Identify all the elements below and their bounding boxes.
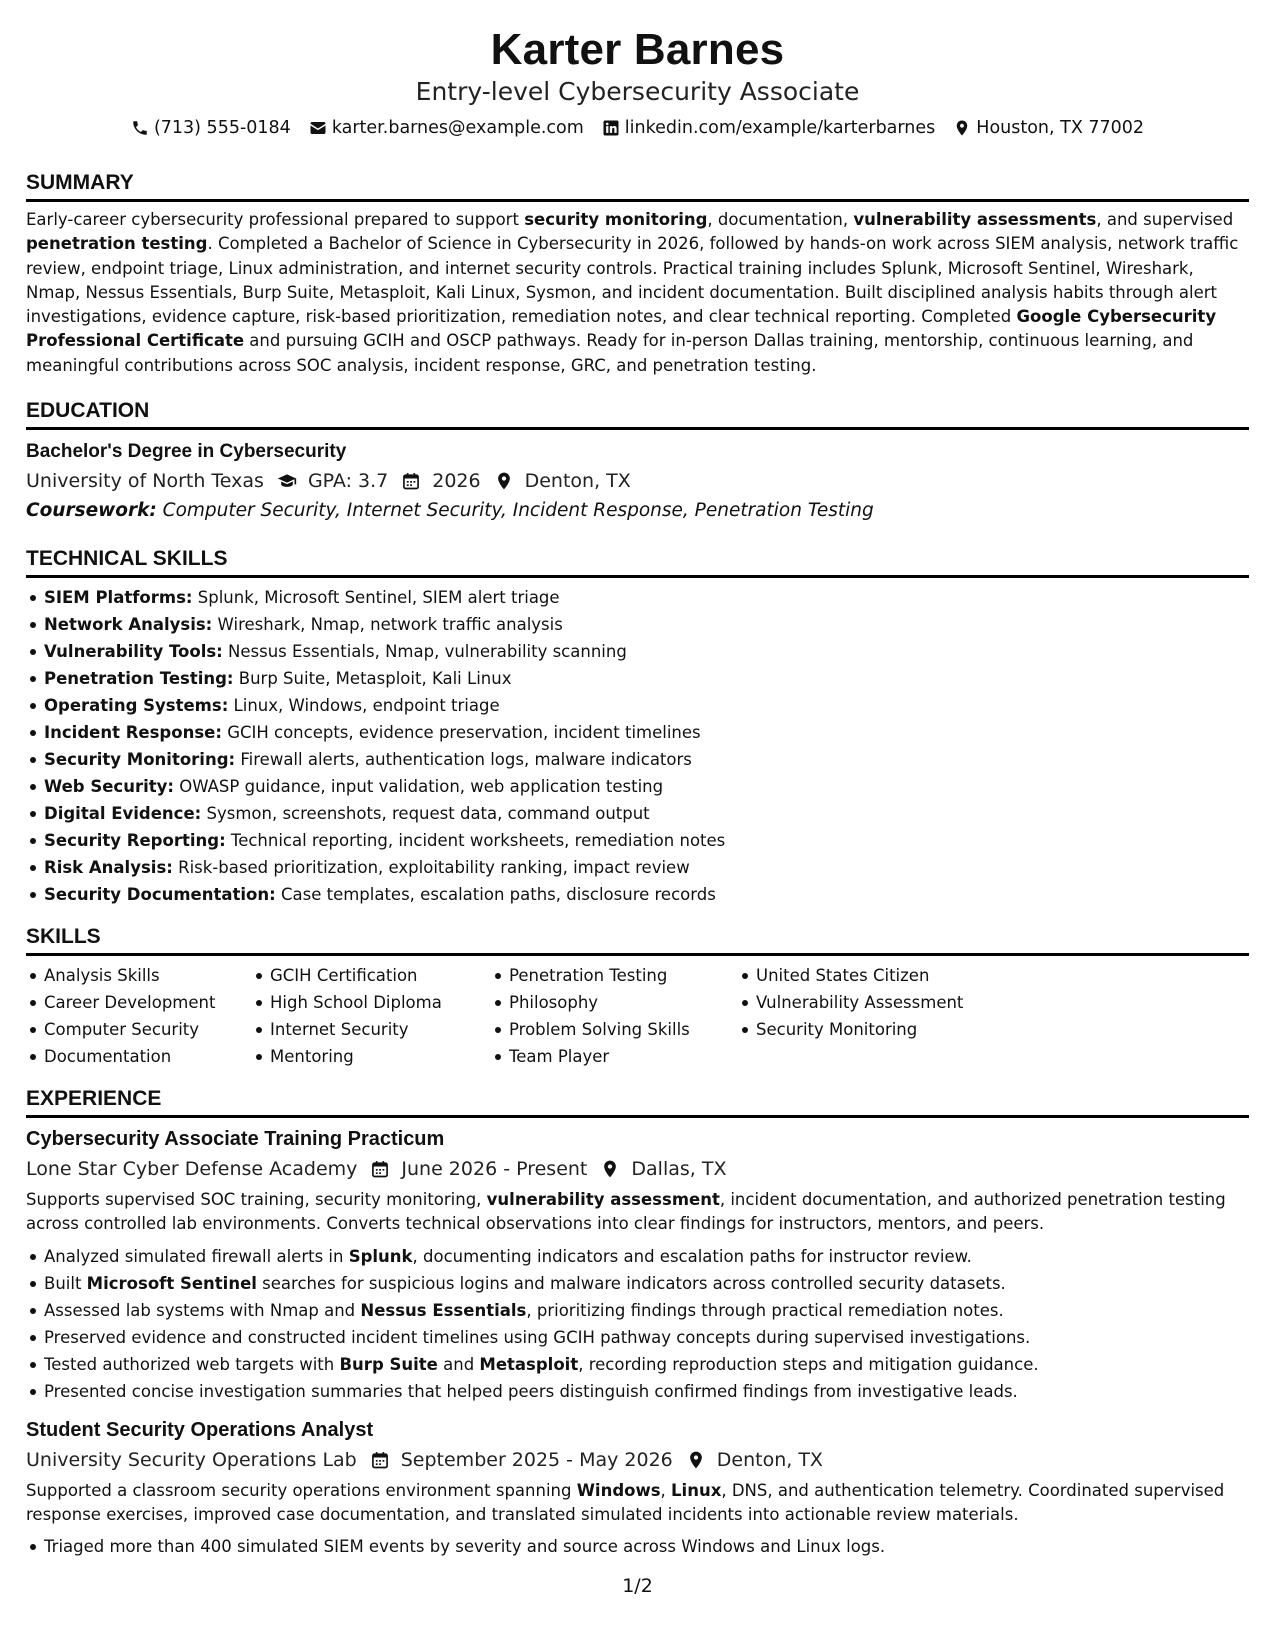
bullet-part: Built (44, 1273, 87, 1293)
section-title-summary: SUMMARY (26, 170, 1249, 202)
list-item (44, 827, 1249, 854)
job-entry (26, 1415, 1249, 1561)
skill-value: Firewall alerts, authentication logs, malware indicators (240, 750, 692, 770)
school-location: Denton, TX (524, 470, 631, 493)
skills-column (252, 962, 491, 1070)
calendar-icon (369, 1158, 391, 1180)
bullet-part: Triaged more than 400 simulated SIEM events by severity and source across Windows and Linux logs. (44, 1537, 886, 1557)
job-summary-part: , (660, 1480, 672, 1500)
experience-section (26, 1086, 1249, 1560)
skills-column (26, 962, 252, 1070)
job-summary-part: , DNS, and authentication telemetry. Coordinated supervised response exercises, improved case documentation, and translated simulated incidents into actionable review materials. (26, 1480, 1225, 1524)
list-item: Mentoring (270, 1043, 491, 1070)
skills-column (738, 962, 1016, 1070)
page-number: 1/2 (622, 1575, 653, 1597)
skill-value: Splunk, Microsoft Sentinel, SIEM alert triage (197, 588, 560, 608)
skill-value: Sysmon, screenshots, request data, command output (206, 804, 650, 824)
summary-part: , and supervised (1096, 210, 1234, 229)
job-dates: September 2025 - May 2026 (400, 1448, 673, 1471)
bullet-part: Assessed lab systems with Nmap and (44, 1300, 361, 1320)
technical-skills-list (26, 584, 1249, 908)
job-summary-part: vulnerability assessment (486, 1190, 720, 1210)
contact-phone-text: (713) 555-0184 (153, 118, 291, 138)
candidate-name: Karter Barnes (490, 25, 785, 74)
map-pin-icon (685, 1449, 707, 1471)
list-item: Documentation (44, 1043, 252, 1070)
job-summary (26, 1479, 1249, 1528)
job-entry (26, 1124, 1249, 1405)
list-item (44, 746, 1249, 773)
school-name: University of North Texas (26, 470, 264, 493)
job-meta (26, 1445, 1249, 1475)
bullet-part: , recording reproduction steps and mitigation guidance. (578, 1354, 1039, 1374)
skill-label: Network Analysis: (44, 615, 213, 635)
job-summary-part: Windows (576, 1480, 661, 1500)
contact-linkedin[interactable] (602, 116, 935, 140)
skill-label: Digital Evidence: (44, 804, 202, 824)
job-summary (26, 1188, 1249, 1237)
skill-value: Burp Suite, Metasploit, Kali Linux (238, 669, 512, 689)
summary-part: vulnerability assessments (853, 210, 1097, 229)
job-summary-part: Supports supervised SOC training, security monitoring, (26, 1190, 487, 1210)
list-item: GCIH Certification (270, 962, 491, 989)
list-item (44, 665, 1249, 692)
list-item (44, 854, 1249, 881)
skill-value: Linux, Windows, endpoint triage (233, 696, 500, 716)
contact-phone[interactable] (131, 116, 291, 140)
contact-location-text: Houston, TX 77002 (976, 118, 1145, 138)
bullet-part: , documenting indicators and escalation paths for instructor review. (412, 1246, 972, 1266)
contact-email[interactable] (309, 116, 584, 140)
skill-label: Web Security: (44, 777, 174, 797)
summary-text (26, 208, 1249, 378)
job-bullets (26, 1533, 1249, 1560)
list-item (44, 881, 1249, 908)
linkedin-icon (602, 119, 620, 137)
bullet-part: and (437, 1354, 480, 1374)
job-summary-part: Supported a classroom security operations environment spanning (26, 1480, 577, 1500)
bullet-part: , prioritizing findings through practical remediation notes. (526, 1300, 1004, 1320)
map-pin-icon (953, 119, 971, 137)
job-bullets (26, 1243, 1249, 1405)
contact-location (953, 116, 1144, 140)
map-pin-icon (493, 470, 515, 492)
bullet-part: Presented concise investigation summaries that helped peers distinguish confirmed findings from investigative leads. (44, 1381, 1018, 1401)
skill-label: SIEM Platforms: (44, 588, 193, 608)
contact-bar (26, 116, 1249, 140)
phone-icon (131, 119, 149, 137)
list-item: Penetration Testing (509, 962, 738, 989)
graduation-year: 2026 (432, 470, 481, 493)
list-item (44, 584, 1249, 611)
skill-label: Security Monitoring: (44, 750, 236, 770)
list-item: Problem Solving Skills (509, 1016, 738, 1043)
bullet-part: Analyzed simulated firewall alerts in (44, 1246, 349, 1266)
list-item: Career Development (44, 989, 252, 1016)
skill-label: Risk Analysis: (44, 858, 173, 878)
skills-column (491, 962, 738, 1070)
job-title: Student Security Operations Analyst (26, 1418, 374, 1441)
section-title-skills: SKILLS (26, 924, 1249, 956)
skill-label: Security Reporting: (44, 831, 226, 851)
list-item: Vulnerability Assessment (756, 989, 1016, 1016)
list-item: Analysis Skills (44, 962, 252, 989)
coursework-label: Coursework: (26, 500, 157, 522)
bullet-part: Preserved evidence and constructed incident timelines using GCIH pathway concepts during supervised investigations. (44, 1327, 1031, 1347)
skill-label: Operating Systems: (44, 696, 229, 716)
bullet-part: Tested authorized web targets with (44, 1354, 340, 1374)
skill-value: Technical reporting, incident worksheets, remediation notes (230, 831, 726, 851)
technical-skills-section (26, 546, 1249, 908)
employer-name: Lone Star Cyber Defense Academy (26, 1158, 358, 1181)
skill-value: Nessus Essentials, Nmap, vulnerability scanning (228, 642, 627, 662)
bullet-part: Nessus Essentials (360, 1300, 527, 1320)
coursework-list: Computer Security, Internet Security, Incident Response, Penetration Testing (162, 500, 874, 522)
job-summary-part: Linux (671, 1480, 722, 1500)
gpa: GPA: 3.7 (307, 470, 389, 493)
skill-label: Penetration Testing: (44, 669, 234, 689)
list-item: Security Monitoring (756, 1016, 1016, 1043)
list-item (44, 1270, 1249, 1297)
summary-section (26, 170, 1249, 378)
map-pin-icon (599, 1158, 621, 1180)
summary-part: penetration testing (26, 234, 208, 254)
list-item (44, 1378, 1249, 1405)
job-dates: June 2026 - Present (401, 1158, 588, 1181)
list-item (44, 611, 1249, 638)
summary-part: security monitoring (524, 210, 708, 229)
skill-value: GCIH concepts, evidence preservation, incident timelines (227, 723, 701, 743)
skill-label: Vulnerability Tools: (44, 642, 223, 662)
summary-part: , documentation, (707, 210, 854, 229)
bullet-part: Splunk (348, 1246, 413, 1266)
candidate-role: Entry-level Cybersecurity Associate (415, 77, 860, 106)
section-title-technical-skills: TECHNICAL SKILLS (26, 546, 1249, 578)
skill-value: Risk-based prioritization, exploitability ranking, impact review (178, 858, 690, 878)
summary-part: . Completed a Bachelor of Science in Cybersecurity in 2026, followed by hands-on work across SIEM analysis, network traffic review, endpoint triage, Linux administration, and internet security controls. Practical training includes Splunk, Microsoft Sentinel, Wireshark, Nmap, Nessus Essentials, Burp Suite, Metasploit, Kali Linux, Sysmon, and incident documentation. Built disciplined analysis habits through alert investigations, evidence capture, risk-based prioritization, remediation notes, and clear technical reporting. Completed (26, 234, 1239, 327)
list-item (44, 692, 1249, 719)
list-item (44, 1533, 1249, 1560)
list-item: Team Player (509, 1043, 738, 1070)
section-title-experience: EXPERIENCE (26, 1086, 1249, 1118)
list-item (44, 1297, 1249, 1324)
skill-label: Security Documentation: (44, 885, 276, 905)
job-title: Cybersecurity Associate Training Practicum (26, 1128, 445, 1151)
list-item (44, 773, 1249, 800)
bullet-part: Microsoft Sentinel (86, 1273, 257, 1293)
bullet-part: Metasploit (479, 1354, 579, 1374)
summary-part: and pursuing GCIH and OSCP pathways. Ready for in-person Dallas training, mentorship, continuous learning, and meaningful contributions across SOC analysis, incident response, GRC, and penetration testing. (26, 331, 1194, 375)
list-item: Computer Security (44, 1016, 252, 1043)
skill-value: OWASP guidance, input validation, web application testing (179, 777, 664, 797)
education-section (26, 398, 1249, 526)
job-location: Dallas, TX (631, 1158, 727, 1181)
education-meta (26, 466, 1249, 496)
list-item (44, 638, 1249, 665)
bullet-part: searches for suspicious logins and malware indicators across controlled security datasets. (256, 1273, 1006, 1293)
list-item (44, 800, 1249, 827)
skill-label: Incident Response: (44, 723, 222, 743)
contact-linkedin-text: linkedin.com/example/karterbarnes (624, 118, 936, 138)
envelope-icon (309, 119, 327, 137)
skill-value: Wireshark, Nmap, network traffic analysis (217, 615, 563, 635)
degree-title: Bachelor's Degree in Cybersecurity (26, 441, 347, 463)
graduation-cap-icon (276, 470, 298, 492)
summary-part: Google Cybersecurity Professional Certificate (26, 307, 1217, 351)
coursework (26, 496, 1249, 526)
list-item (44, 1324, 1249, 1351)
employer-name: University Security Operations Lab (26, 1448, 357, 1471)
bullet-part: Burp Suite (339, 1354, 438, 1374)
calendar-icon (369, 1449, 391, 1471)
list-item (44, 1243, 1249, 1270)
section-title-education: EDUCATION (26, 398, 1249, 430)
skills-grid (26, 962, 1249, 1070)
contact-email-text: karter.barnes@example.com (331, 118, 584, 138)
job-meta (26, 1154, 1249, 1184)
list-item: Internet Security (270, 1016, 491, 1043)
list-item (44, 1351, 1249, 1378)
summary-part: Early-career cybersecurity professional prepared to support (26, 210, 525, 229)
job-summary-part: , incident documentation, and authorized penetration testing across controlled lab environments. Converts technical observations into clear findings for instructors, mentors, and peers. (26, 1190, 1226, 1234)
list-item: United States Citizen (756, 962, 1016, 989)
list-item (44, 719, 1249, 746)
job-location: Denton, TX (716, 1448, 823, 1471)
list-item: High School Diploma (270, 989, 491, 1016)
list-item: Philosophy (509, 989, 738, 1016)
skill-value: Case templates, escalation paths, disclosure records (280, 885, 716, 905)
skills-section (26, 924, 1249, 1070)
calendar-icon (400, 470, 422, 492)
